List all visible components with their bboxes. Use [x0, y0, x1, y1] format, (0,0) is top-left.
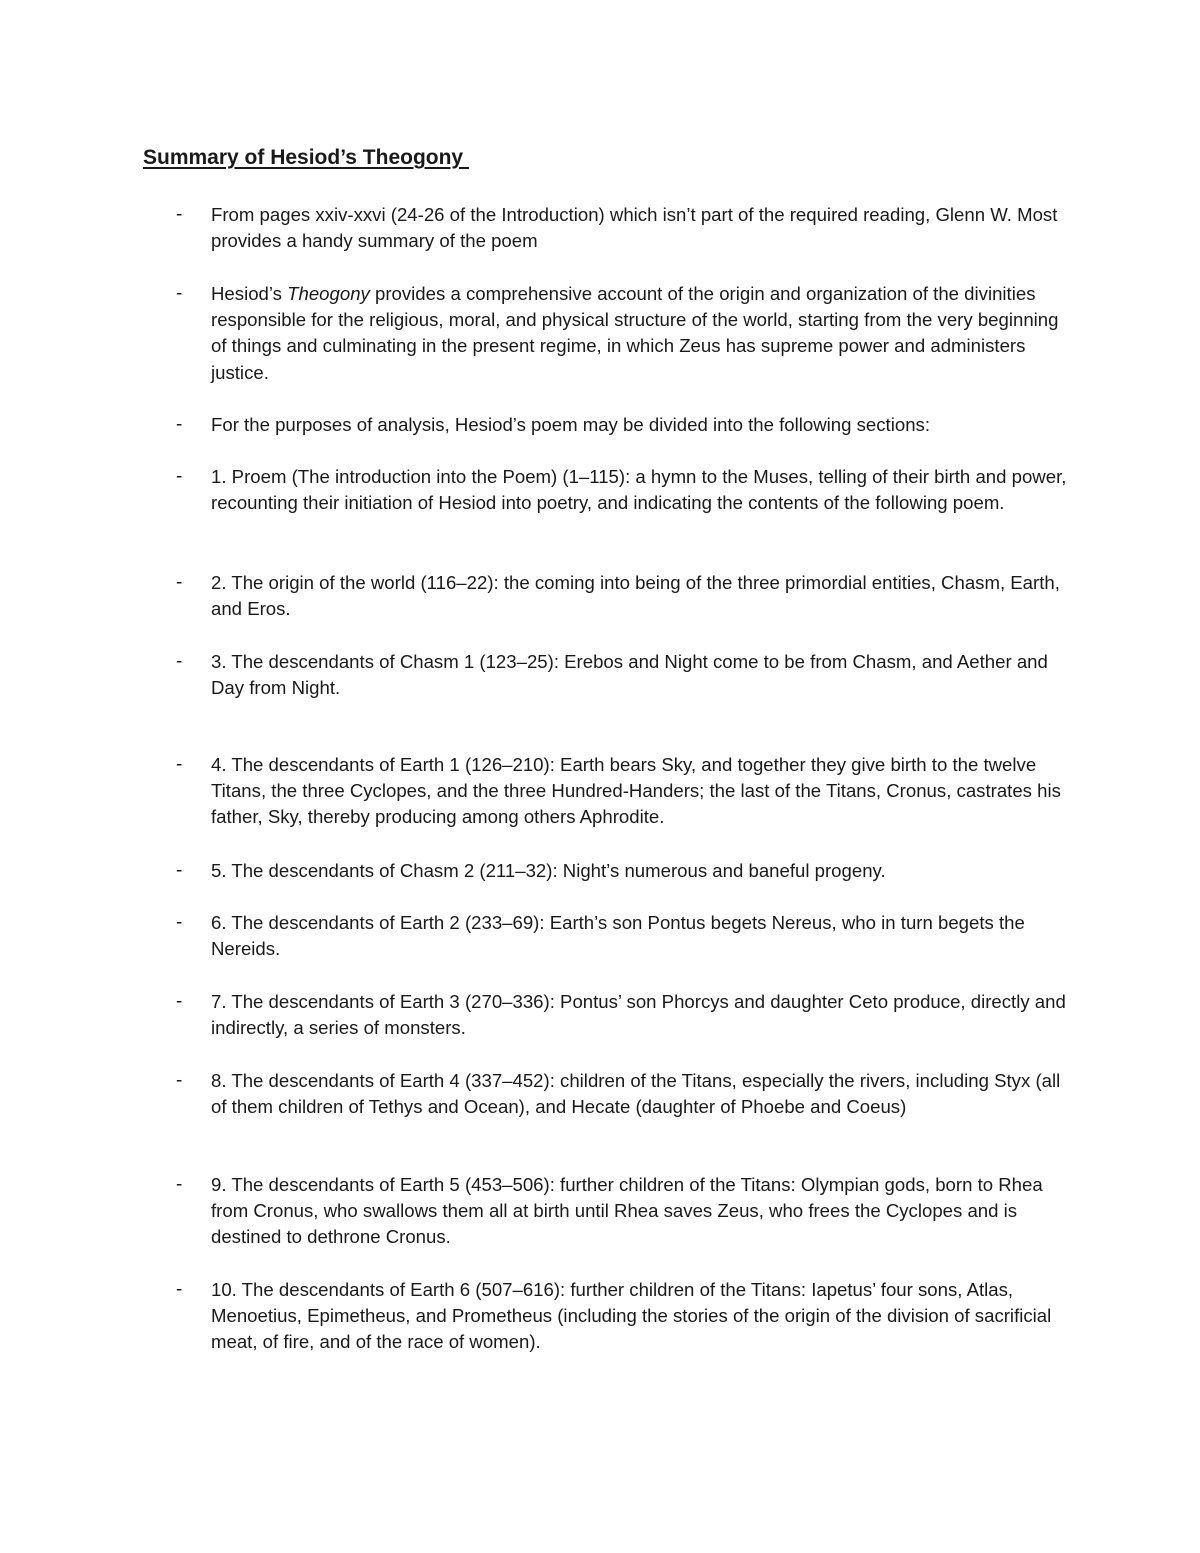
book-title-italic: Theogony — [287, 283, 370, 304]
document-title: Summary of Hesiod’s Theogony — [143, 146, 469, 169]
list-item-text: For the purposes of analysis, Hesiod’s poem may be divided into the following sections: — [211, 414, 931, 435]
bullet-dash: - — [176, 1070, 183, 1091]
list-item-text: 7. The descendants of Earth 3 (270–336): Pontus’ son Phorcys and daughter Ceto produce, directly and indirectly, a series of monsters. — [211, 991, 1066, 1039]
list-item-text: 5. The descendants of Chasm 2 (211–32): Night’s numerous and baneful progeny. — [211, 860, 886, 881]
list-item-text: 2. The origin of the world (116–22): the coming into being of the three primordial entities, Chasm, Earth, and Eros. — [211, 572, 1060, 620]
bullet-dash: - — [176, 651, 183, 672]
bullet-dash: - — [176, 466, 183, 487]
bullet-dash: - — [176, 414, 183, 435]
bullet-dash: - — [176, 912, 183, 933]
bullet-dash: - — [176, 754, 183, 775]
bullet-dash: - — [176, 572, 183, 593]
list-item-text: From pages xxiv-xxvi (24-26 of the Introduction) which isn’t part of the required reading, Glenn W. Most provides a handy summary of the poem — [211, 204, 1058, 252]
bullet-dash: - — [176, 1174, 183, 1195]
list-item-text: 6. The descendants of Earth 2 (233–69): Earth’s son Pontus begets Nereus, who in turn begets the Nereids. — [211, 912, 1025, 960]
list-item-text-after: provides a comprehensive account of the origin and organization of the divinities responsible for the religious, moral, and physical structure of the world, starting from the very beginning of things and culminating in the present regime, in which Zeus has supreme power and administers justice. — [211, 283, 1059, 383]
list-item-text: 4. The descendants of Earth 1 (126–210): Earth bears Sky, and together they give birth to the twelve Titans, the three Cyclopes, and the three Hundred-Handers; the last of the Titans, Cronus, castrates his father, Sky, thereby producing among others Aphrodite. — [211, 754, 1061, 828]
list-item-text — [211, 281, 1071, 386]
bullet-dash: - — [176, 283, 183, 304]
list-item-text: 9. The descendants of Earth 5 (453–506): further children of the Titans: Olympian gods, born to Rhea from Cronus, who swallows them all at birth until Rhea saves Zeus, who frees the Cyclopes and is destined to dethrone Cronus. — [211, 1174, 1043, 1248]
bullet-dash: - — [176, 1279, 183, 1300]
list-item-text: 3. The descendants of Chasm 1 (123–25): Erebos and Night come to be from Chasm, and Aether and Day from Night. — [211, 651, 1048, 699]
list-item-text-before: Hesiod’s — [211, 283, 288, 304]
list-item-text: 1. Proem (The introduction into the Poem) (1–115): a hymn to the Muses, telling of their birth and power, recounting their initiation of Hesiod into poetry, and indicating the contents of the following poem. — [211, 466, 1067, 514]
bullet-dash: - — [176, 860, 183, 881]
bullet-dash: - — [176, 204, 183, 225]
list-item-text: 10. The descendants of Earth 6 (507–616): further children of the Titans: Iapetus’ four sons, Atlas, Menoetius, Epimetheus, and Prometheus (including the stories of the origin of the division of sacrificial meat, of fire, and of the race of women). — [211, 1279, 1052, 1353]
bullet-dash: - — [176, 991, 183, 1012]
list-item-text: 8. The descendants of Earth 4 (337–452): children of the Titans, especially the rivers, including Styx (all of them children of Tethys and Ocean), and Hecate (daughter of Phoebe and Coeus) — [211, 1070, 1061, 1118]
